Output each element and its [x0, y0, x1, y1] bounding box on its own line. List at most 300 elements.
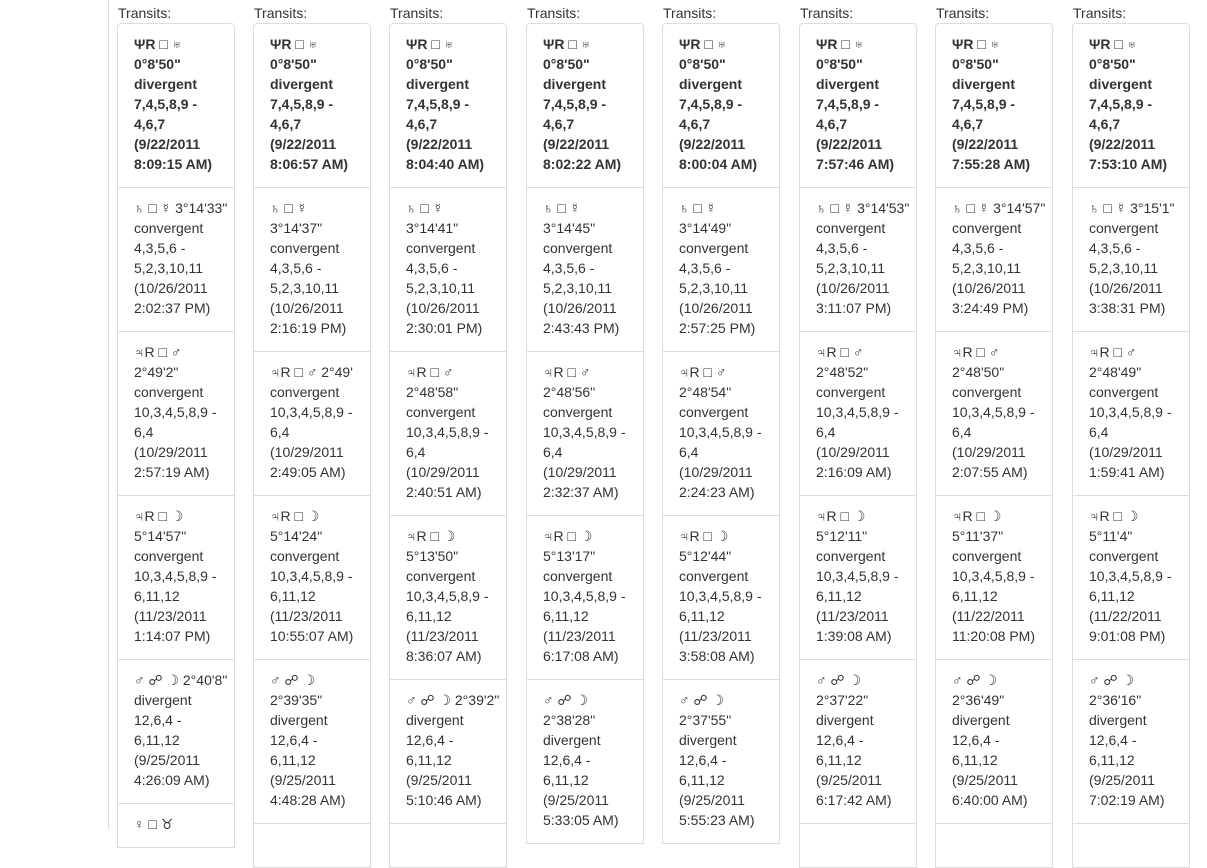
aspect-label: ♃R □ ♂ — [406, 364, 454, 380]
aspect-detail: 3:38:31 PM) — [1089, 300, 1166, 316]
aspect-label: ♀ □ ♉ — [134, 816, 174, 832]
aspect-detail: (9/22/2011 — [134, 136, 201, 152]
aspect-detail: 8:06:57 AM) — [270, 156, 349, 172]
transit-list — [1072, 23, 1190, 868]
column-heading: Transits: — [118, 5, 172, 21]
aspect-label: ♄ □ ☿ 3°14'33" — [134, 200, 228, 216]
transit-list-item — [935, 332, 1053, 496]
aspect-detail: 5°11'37" — [952, 528, 1004, 544]
aspect-detail: 5,2,3,10,11 — [270, 280, 340, 296]
aspect-detail: divergent — [406, 76, 470, 92]
aspect-detail: 5°13'17" — [543, 548, 596, 564]
aspect-detail: 11:20:08 PM) — [952, 628, 1036, 644]
transit-list-item — [253, 660, 371, 824]
aspect-detail: 2°36'16" — [1089, 692, 1142, 708]
aspect-label: ♃R □ ♂ — [679, 364, 727, 380]
aspect-detail: 6,11,12 — [134, 732, 180, 748]
aspect-label: ♃R □ ☽ — [679, 528, 729, 544]
aspect-detail: 5:55:23 AM) — [679, 812, 755, 828]
aspect-detail: (9/22/2011 — [816, 136, 883, 152]
aspect-label: ♃R □ ♂ — [816, 344, 864, 360]
aspect-detail: (10/26/2011 — [1089, 280, 1163, 296]
transit-list-item — [935, 496, 1053, 660]
aspect-detail: (9/22/2011 — [1089, 136, 1156, 152]
aspect-detail: 2:24:23 AM) — [679, 484, 755, 500]
aspect-detail: 12,6,4 - — [679, 752, 727, 768]
aspect-detail: (9/25/2011 — [270, 772, 336, 788]
aspect-detail: 4,3,5,6 - — [270, 260, 322, 276]
aspect-detail: 2:40:51 AM) — [406, 484, 482, 500]
aspect-detail: 6,11,12 — [679, 772, 725, 788]
aspect-detail: 6,11,12 — [543, 772, 589, 788]
aspect-detail: 4:48:28 AM) — [270, 792, 346, 808]
aspect-detail: (10/26/2011 — [543, 300, 617, 316]
aspect-detail: (11/22/2011 — [952, 608, 1025, 624]
transit-list-item — [1072, 188, 1190, 332]
aspect-label: ♂ ☍ ☽ — [816, 672, 862, 688]
aspect-detail: 2:32:37 AM) — [543, 484, 619, 500]
aspect-detail: 6,4 — [1089, 424, 1109, 440]
aspect-label — [816, 834, 902, 854]
aspect-label: ♂ ☍ ☽ 2°40'8" — [134, 672, 228, 688]
aspect-detail: 7:53:10 AM) — [1089, 156, 1168, 172]
aspect-detail: 4,3,5,6 - — [816, 240, 868, 256]
aspect-detail: convergent — [952, 548, 1022, 564]
aspect-detail: (10/29/2011 — [134, 444, 208, 460]
aspect-detail: 4,6,7 — [679, 116, 711, 132]
aspect-detail: 0°8'50" — [952, 56, 999, 72]
transit-list-item — [935, 23, 1053, 188]
aspect-label: ΨR □ ♅ — [1089, 36, 1138, 52]
column-heading: Transits: — [390, 5, 444, 21]
aspect-detail: (9/25/2011 — [543, 792, 609, 808]
aspect-detail: 8:04:40 AM) — [406, 156, 485, 172]
aspect-detail: 2°48'49" — [1089, 364, 1142, 380]
column-heading: Transits: — [254, 5, 308, 21]
aspect-detail: convergent — [543, 404, 613, 420]
aspect-detail: (11/23/2011 — [543, 628, 616, 644]
aspect-detail: 4,6,7 — [134, 116, 166, 132]
aspect-detail: 8:00:04 AM) — [679, 156, 758, 172]
transit-list — [799, 23, 917, 868]
aspect-label: ♃R □ ♂ — [952, 344, 1000, 360]
aspect-detail: 5°12'44" — [679, 548, 732, 564]
aspect-label: ΨR □ ♅ — [816, 36, 865, 52]
aspect-detail: 2:16:19 PM) — [270, 320, 347, 336]
transit-list-item — [253, 824, 371, 868]
aspect-detail: 1:39:08 AM) — [816, 628, 892, 644]
aspect-detail: 6,4 — [406, 444, 426, 460]
aspect-detail: convergent — [543, 240, 613, 256]
aspect-detail: 10:55:07 AM) — [270, 628, 354, 644]
aspect-detail: divergent — [134, 76, 198, 92]
aspect-detail: 2°48'54" — [679, 384, 732, 400]
aspect-detail: 4,6,7 — [816, 116, 848, 132]
aspect-detail: convergent — [134, 548, 204, 564]
aspect-detail: 5,2,3,10,11 — [134, 260, 204, 276]
aspect-detail: 7,4,5,8,9 - — [679, 96, 743, 112]
aspect-detail: 5°11'4" — [1089, 528, 1133, 544]
aspect-label — [1089, 834, 1175, 854]
transit-list-item — [526, 23, 644, 188]
aspect-detail: 10,3,4,5,8,9 - — [816, 404, 899, 420]
aspect-detail: 0°8'50" — [406, 56, 453, 72]
aspect-detail: (10/29/2011 — [816, 444, 890, 460]
transit-list-item — [662, 188, 780, 352]
aspect-detail: convergent — [952, 220, 1022, 236]
transit-list-item — [799, 660, 917, 824]
aspect-label: ♃R □ ☽ — [134, 508, 184, 524]
aspect-detail: divergent — [952, 712, 1010, 728]
aspect-detail: convergent — [1089, 384, 1159, 400]
aspect-detail: 12,6,4 - — [543, 752, 591, 768]
aspect-detail: (9/22/2011 — [952, 136, 1019, 152]
aspect-detail: convergent — [679, 568, 749, 584]
aspect-detail: 4,6,7 — [406, 116, 438, 132]
aspect-detail: (10/29/2011 — [952, 444, 1026, 460]
aspect-detail: 12,6,4 - — [952, 732, 1000, 748]
transit-list-item — [1072, 23, 1190, 188]
aspect-label: ♃R □ ♂ — [134, 344, 182, 360]
aspect-detail: (9/22/2011 — [270, 136, 337, 152]
transit-list-item — [117, 660, 235, 804]
aspect-detail: (9/25/2011 — [1089, 772, 1155, 788]
aspect-label: ♄ □ ☿ 3°14'53" — [816, 200, 910, 216]
aspect-detail: 3°14'41" — [406, 220, 459, 236]
aspect-detail: (10/29/2011 — [679, 464, 753, 480]
aspect-detail: divergent — [270, 712, 328, 728]
aspect-detail: convergent — [134, 220, 204, 236]
aspect-detail: 6:17:08 AM) — [543, 648, 619, 664]
aspect-detail: (10/29/2011 — [1089, 444, 1163, 460]
aspect-detail: 2°36'49" — [952, 692, 1005, 708]
aspect-detail: 12,6,4 - — [1089, 732, 1137, 748]
aspect-detail: 2°48'50" — [952, 364, 1005, 380]
transit-list-item — [935, 824, 1053, 868]
aspect-label: ♃R □ ☽ — [1089, 508, 1139, 524]
aspect-detail: 3:24:49 PM) — [952, 300, 1029, 316]
aspect-detail: 6,4 — [270, 424, 290, 440]
transits-container — [108, 0, 1207, 832]
aspect-detail: convergent — [1089, 548, 1159, 564]
transit-list-item — [662, 352, 780, 516]
aspect-label: ♃R □ ☽ — [406, 528, 456, 544]
aspect-detail: (9/22/2011 — [679, 136, 746, 152]
aspect-detail: 10,3,4,5,8,9 - — [952, 404, 1035, 420]
aspect-detail: 4,3,5,6 - — [543, 260, 595, 276]
aspect-detail: 7,4,5,8,9 - — [952, 96, 1016, 112]
transit-list-item — [253, 352, 371, 496]
aspect-detail: 2:07:55 AM) — [952, 464, 1028, 480]
aspect-label: ♄ □ ☿ — [406, 200, 444, 216]
aspect-detail: 6,11,12 — [1089, 752, 1135, 768]
aspect-detail: convergent — [406, 568, 476, 584]
aspect-detail: (10/26/2011 — [270, 300, 344, 316]
aspect-detail: 7,4,5,8,9 - — [1089, 96, 1153, 112]
aspect-label: ♂ ☍ ☽ — [952, 672, 998, 688]
aspect-label: ♃R □ ♂ 2°49' — [270, 364, 353, 380]
aspect-label: ♂ ☍ ☽ — [270, 672, 316, 688]
aspect-detail: 1:59:41 AM) — [1089, 464, 1165, 480]
aspect-label: ΨR □ ♅ — [270, 36, 319, 52]
transit-list — [662, 23, 780, 844]
transit-list-item — [117, 188, 235, 332]
aspect-detail: 10,3,4,5,8,9 - — [543, 588, 626, 604]
aspect-detail: 7:57:46 AM) — [816, 156, 895, 172]
transit-list-item — [526, 352, 644, 516]
aspect-detail: 7,4,5,8,9 - — [134, 96, 198, 112]
column-heading: Transits: — [527, 5, 581, 21]
aspect-detail: 0°8'50" — [134, 56, 181, 72]
aspect-detail: convergent — [816, 220, 886, 236]
aspect-detail: 0°8'50" — [679, 56, 726, 72]
aspect-detail: convergent — [679, 404, 749, 420]
transit-list-item — [117, 332, 235, 496]
transit-list-item — [389, 23, 507, 188]
aspect-detail: 0°8'50" — [543, 56, 590, 72]
aspect-detail: 10,3,4,5,8,9 - — [816, 568, 899, 584]
transit-list — [935, 23, 1053, 868]
aspect-detail: 10,3,4,5,8,9 - — [270, 568, 353, 584]
aspect-detail: divergent — [816, 712, 874, 728]
aspect-detail: 3°14'49" — [679, 220, 732, 236]
aspect-label: ♄ □ ☿ — [679, 200, 717, 216]
aspect-detail: 7:02:19 AM) — [1089, 792, 1165, 808]
transit-list-item — [389, 352, 507, 516]
transit-list-item — [526, 188, 644, 352]
aspect-detail: 7:55:28 AM) — [952, 156, 1031, 172]
aspect-detail: 5,2,3,10,11 — [952, 260, 1022, 276]
aspect-detail: 2:02:37 PM) — [134, 300, 211, 316]
transit-list-item — [799, 23, 917, 188]
aspect-detail: (10/26/2011 — [952, 280, 1026, 296]
aspect-label: ♄ □ ☿ — [270, 200, 308, 216]
aspect-detail: 7,4,5,8,9 - — [406, 96, 470, 112]
aspect-detail: 4,3,5,6 - — [1089, 240, 1141, 256]
aspect-label: ♃R □ ☽ — [816, 508, 866, 524]
transit-list-item — [799, 824, 917, 868]
aspect-label: ♃R □ ♂ — [1089, 344, 1137, 360]
column-heading: Transits: — [663, 5, 717, 21]
aspect-label: ΨR □ ♅ — [679, 36, 728, 52]
aspect-detail: 2°37'55" — [679, 712, 732, 728]
aspect-detail: 5,2,3,10,11 — [816, 260, 886, 276]
aspect-detail: (9/22/2011 — [543, 136, 610, 152]
aspect-detail: (11/23/2011 — [679, 628, 752, 644]
aspect-detail: 5:33:05 AM) — [543, 812, 619, 828]
aspect-label: ♄ □ ☿ — [543, 200, 581, 216]
aspect-detail: 6,11,12 — [543, 608, 589, 624]
aspect-detail: 0°8'50" — [1089, 56, 1136, 72]
aspect-detail: (9/25/2011 — [952, 772, 1018, 788]
column-heading: Transits: — [800, 5, 854, 21]
transit-list — [253, 23, 371, 868]
aspect-detail: 4,6,7 — [270, 116, 302, 132]
aspect-detail: 6,11,12 — [406, 752, 452, 768]
transit-list-item — [253, 23, 371, 188]
aspect-detail: divergent — [1089, 76, 1153, 92]
aspect-detail: 10,3,4,5,8,9 - — [406, 588, 489, 604]
aspect-detail: 6:40:00 AM) — [952, 792, 1028, 808]
aspect-detail: divergent — [952, 76, 1016, 92]
aspect-label: ΨR □ ♅ — [406, 36, 455, 52]
transit-list-item — [526, 516, 644, 680]
aspect-detail: 0°8'50" — [270, 56, 317, 72]
transit-list-item — [117, 23, 235, 188]
aspect-detail: 6,4 — [679, 444, 699, 460]
aspect-detail: 10,3,4,5,8,9 - — [134, 568, 217, 584]
transit-list — [117, 23, 235, 848]
transit-list-item — [799, 332, 917, 496]
aspect-detail: (9/25/2011 — [679, 792, 745, 808]
aspect-detail: 2:43:43 PM) — [543, 320, 620, 336]
aspect-detail: convergent — [1089, 220, 1159, 236]
aspect-detail: 8:02:22 AM) — [543, 156, 622, 172]
aspect-detail: 10,3,4,5,8,9 - — [952, 568, 1035, 584]
aspect-detail: 2°38'28" — [543, 712, 596, 728]
aspect-detail: 2:57:25 PM) — [679, 320, 756, 336]
transit-list-item — [662, 680, 780, 844]
aspect-detail: 3°14'45" — [543, 220, 596, 236]
aspect-detail: (11/23/2011 — [270, 608, 343, 624]
aspect-label: ♄ □ ☿ 3°15'1" — [1089, 200, 1175, 216]
aspect-detail: divergent — [270, 76, 334, 92]
transit-list-item — [389, 516, 507, 680]
aspect-detail: divergent — [406, 712, 464, 728]
aspect-detail: convergent — [406, 404, 476, 420]
aspect-detail: 10,3,4,5,8,9 - — [543, 424, 626, 440]
aspect-detail: convergent — [816, 548, 886, 564]
aspect-detail: 2:57:19 AM) — [134, 464, 210, 480]
aspect-detail: 1:14:07 PM) — [134, 628, 211, 644]
aspect-label: ♂ ☍ ☽ — [1089, 672, 1135, 688]
aspect-detail: 10,3,4,5,8,9 - — [679, 424, 762, 440]
aspect-detail: (10/29/2011 — [270, 444, 344, 460]
aspect-detail: 12,6,4 - — [406, 732, 454, 748]
aspect-detail: 6,4 — [952, 424, 972, 440]
aspect-label — [952, 834, 1038, 854]
aspect-detail: 6,4 — [816, 424, 836, 440]
aspect-label: ♃R □ ♂ — [543, 364, 591, 380]
aspect-detail: 2:16:09 AM) — [816, 464, 892, 480]
aspect-detail: 6,11,12 — [679, 608, 725, 624]
aspect-detail: (11/23/2011 — [406, 628, 479, 644]
aspect-detail: convergent — [134, 384, 204, 400]
aspect-detail: (10/26/2011 — [679, 300, 753, 316]
aspect-detail: divergent — [1089, 712, 1147, 728]
aspect-detail: 9:01:08 PM) — [1089, 628, 1166, 644]
aspect-detail: 2°48'52" — [816, 364, 869, 380]
aspect-detail: 2:30:01 PM) — [406, 320, 483, 336]
aspect-detail: (10/26/2011 — [134, 280, 208, 296]
aspect-detail: 6,11,12 — [406, 608, 452, 624]
aspect-detail: (10/26/2011 — [406, 300, 480, 316]
aspect-label: ΨR □ ♅ — [134, 36, 183, 52]
aspect-label: ΨR □ ♅ — [952, 36, 1001, 52]
aspect-detail: 3°14'37" — [270, 220, 323, 236]
transit-list-item — [526, 680, 644, 844]
aspect-detail: 4,6,7 — [543, 116, 575, 132]
aspect-detail: convergent — [952, 384, 1022, 400]
transit-list-item — [117, 496, 235, 660]
aspect-detail: 5°14'57" — [134, 528, 187, 544]
transit-list-item — [117, 804, 235, 848]
aspect-detail: 4,3,5,6 - — [406, 260, 458, 276]
transit-list — [389, 23, 507, 868]
aspect-detail: 6,11,12 — [952, 752, 998, 768]
aspect-detail: 12,6,4 - — [270, 732, 318, 748]
aspect-detail: (11/22/2011 — [1089, 608, 1162, 624]
aspect-detail: 12,6,4 - — [134, 712, 182, 728]
aspect-detail: 6,11,12 — [270, 588, 316, 604]
aspect-detail: 5°12'11" — [816, 528, 868, 544]
transit-list-item — [799, 496, 917, 660]
aspect-detail: 5,2,3,10,11 — [1089, 260, 1159, 276]
aspect-detail: divergent — [543, 732, 601, 748]
aspect-detail: divergent — [134, 692, 192, 708]
transit-list-item — [662, 23, 780, 188]
aspect-detail: 10,3,4,5,8,9 - — [1089, 568, 1172, 584]
aspect-label: ♂ ☍ ☽ 2°39'2" — [406, 692, 500, 708]
aspect-label: ♄ □ ☿ 3°14'57" — [952, 200, 1046, 216]
aspect-detail: 2°39'35" — [270, 692, 323, 708]
aspect-detail: (9/25/2011 — [816, 772, 882, 788]
aspect-detail: 2:49:05 AM) — [270, 464, 346, 480]
aspect-detail: 10,3,4,5,8,9 - — [134, 404, 217, 420]
aspect-detail: 10,3,4,5,8,9 - — [679, 588, 762, 604]
aspect-detail: 4,6,7 — [952, 116, 984, 132]
aspect-detail: convergent — [270, 240, 340, 256]
aspect-detail: 8:36:07 AM) — [406, 648, 482, 664]
aspect-detail: 7,4,5,8,9 - — [816, 96, 880, 112]
aspect-label: ♂ ☍ ☽ — [679, 692, 725, 708]
aspect-detail: 5,2,3,10,11 — [406, 280, 476, 296]
aspect-detail: 4,3,5,6 - — [952, 240, 1004, 256]
aspect-detail: (11/23/2011 — [134, 608, 207, 624]
aspect-detail: 10,3,4,5,8,9 - — [1089, 404, 1172, 420]
transit-list — [526, 23, 644, 844]
aspect-label: ΨR □ ♅ — [543, 36, 592, 52]
aspect-label: ♂ ☍ ☽ — [543, 692, 589, 708]
aspect-detail: (10/26/2011 — [816, 280, 890, 296]
aspect-detail: convergent — [406, 240, 476, 256]
aspect-detail: 2°48'56" — [543, 384, 596, 400]
aspect-detail: (10/29/2011 — [543, 464, 617, 480]
transit-list-item — [389, 824, 507, 868]
transit-list-item — [253, 496, 371, 660]
transit-list-item — [253, 188, 371, 352]
aspect-detail: 10,3,4,5,8,9 - — [270, 404, 353, 420]
aspect-detail: 2°37'22" — [816, 692, 869, 708]
aspect-detail: 6,11,12 — [1089, 588, 1135, 604]
aspect-detail: 6,11,12 — [952, 588, 998, 604]
aspect-detail: convergent — [543, 568, 613, 584]
aspect-detail: convergent — [270, 548, 340, 564]
aspect-detail: (11/23/2011 — [816, 608, 889, 624]
transit-list-item — [1072, 496, 1190, 660]
aspect-detail: 4,3,5,6 - — [679, 260, 731, 276]
column-heading: Transits: — [1073, 5, 1127, 21]
transit-list-item — [389, 188, 507, 352]
aspect-detail: 6,11,12 — [816, 752, 862, 768]
aspect-detail: (9/25/2011 — [134, 752, 200, 768]
aspect-detail: 2°49'2" — [134, 364, 179, 380]
aspect-detail: convergent — [270, 384, 340, 400]
aspect-label: ♃R □ ☽ — [270, 508, 320, 524]
aspect-detail: divergent — [816, 76, 880, 92]
aspect-detail: 6,4 — [134, 424, 154, 440]
transit-list-item — [1072, 660, 1190, 824]
